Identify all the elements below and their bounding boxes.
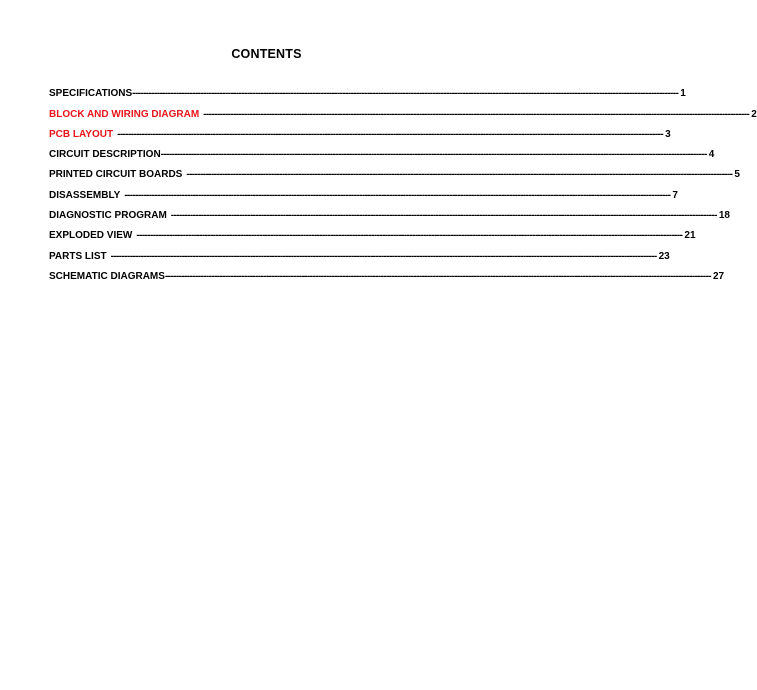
toc-entry-label: SCHEMATIC DIAGRAMS: [49, 270, 165, 282]
toc-entry-page: 5: [734, 169, 740, 181]
toc-entry-page: 7: [672, 189, 678, 201]
toc-entry-page: 18: [718, 210, 730, 222]
toc-entry-page: 27: [712, 270, 725, 282]
toc-entry[interactable]: [49, 161, 740, 181]
toc-entry-page: 4: [708, 149, 715, 161]
page-title: CONTENTS: [231, 47, 302, 61]
table-of-contents: [49, 80, 757, 283]
toc-dot-leader: --------------------------------------------------------------------------------------------------------------------------------------------------------------------------------------------------------: [160, 149, 707, 161]
toc-entry-label: PARTS LIST: [49, 250, 107, 262]
toc-entry[interactable]: [49, 263, 725, 283]
toc-entry[interactable]: [49, 121, 671, 141]
toc-dot-leader: --------------------------------------------------------------------------------------------------------------------------------------------------------------------------------------------------------: [170, 210, 717, 222]
toc-dot-leader: --------------------------------------------------------------------------------------------------------------------------------------------------------------------------------------------------------: [186, 169, 733, 181]
toc-entry-label: BLOCK AND WIRING DIAGRAM: [49, 108, 200, 120]
toc-entry-page: 3: [665, 128, 671, 140]
toc-dot-leader: --------------------------------------------------------------------------------------------------------------------------------------------------------------------------------------------------------: [164, 270, 711, 282]
toc-entry-label: DISASSEMBLY: [49, 189, 121, 201]
toc-entry[interactable]: [49, 80, 686, 100]
toc-entry-page: 2: [751, 108, 757, 120]
toc-entry[interactable]: [49, 202, 730, 222]
toc-entry-label: DIAGNOSTIC PROGRAM: [49, 210, 167, 222]
toc-entry-page: 23: [658, 250, 670, 262]
toc-entry[interactable]: [49, 242, 670, 262]
toc-entry-label: CIRCUIT DESCRIPTION: [49, 149, 161, 161]
toc-dot-leader: --------------------------------------------------------------------------------------------------------------------------------------------------------------------------------------------------------: [117, 128, 664, 140]
toc-entry-label: PCB LAYOUT: [49, 128, 114, 140]
toc-entry-page: 21: [684, 230, 696, 242]
toc-dot-leader: --------------------------------------------------------------------------------------------------------------------------------------------------------------------------------------------------------: [203, 108, 750, 120]
toc-entry[interactable]: [49, 222, 696, 242]
toc-entry-page: 1: [680, 88, 686, 100]
toc-dot-leader: --------------------------------------------------------------------------------------------------------------------------------------------------------------------------------------------------------: [132, 88, 679, 100]
toc-entry-label: PRINTED CIRCUIT BOARDS: [49, 169, 183, 181]
toc-entry[interactable]: [49, 141, 715, 161]
toc-entry-label: SPECIFICATIONS: [49, 88, 133, 100]
toc-entry[interactable]: [49, 100, 757, 120]
toc-dot-leader: --------------------------------------------------------------------------------------------------------------------------------------------------------------------------------------------------------: [124, 189, 671, 201]
toc-entry-label: EXPLODED VIEW: [49, 230, 133, 242]
toc-dot-leader: --------------------------------------------------------------------------------------------------------------------------------------------------------------------------------------------------------: [136, 230, 683, 242]
toc-dot-leader: --------------------------------------------------------------------------------------------------------------------------------------------------------------------------------------------------------: [110, 250, 657, 262]
toc-entry[interactable]: [49, 181, 678, 201]
